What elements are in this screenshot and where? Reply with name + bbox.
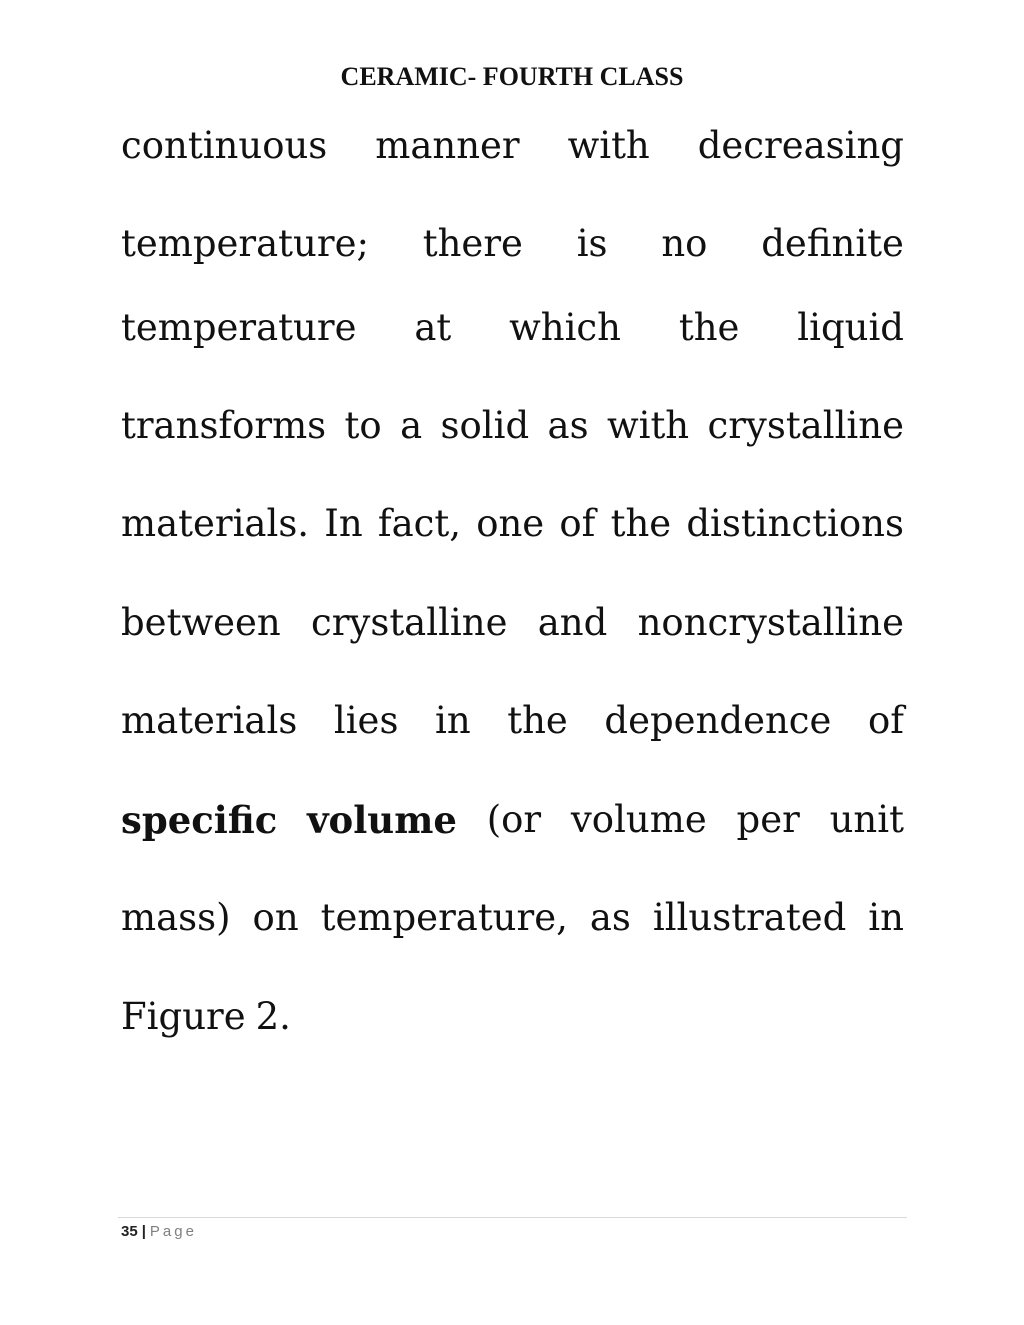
word: noncrystalline [637, 601, 904, 644]
word: crystalline [707, 404, 904, 447]
text-line-9 [121, 893, 904, 943]
bold-word-volume: volume [307, 798, 457, 842]
footer-separator: | [141, 1223, 146, 1240]
word: illustrated [652, 896, 847, 939]
word: the [678, 306, 740, 349]
word: continuous [121, 124, 328, 167]
word: the [610, 502, 672, 545]
page-label: Page [149, 1223, 197, 1240]
word: is [576, 222, 608, 265]
word: per [736, 798, 800, 841]
word: which [509, 306, 621, 349]
word: transforms [121, 404, 327, 447]
word: on [252, 896, 299, 939]
word: with [606, 404, 690, 447]
word: In [324, 502, 363, 545]
text-line-8 [121, 795, 904, 845]
word: there [422, 222, 523, 265]
word: fact, [377, 502, 462, 545]
word: of [559, 502, 596, 545]
page-number: 35 [121, 1223, 138, 1240]
word: no [661, 222, 708, 265]
word: materials [121, 699, 298, 742]
text-line-2 [121, 219, 904, 269]
word: in [868, 896, 904, 939]
word: at [414, 306, 452, 349]
bold-word-specific: specific [121, 798, 278, 842]
word: decreasing [697, 124, 904, 167]
word: 2. [255, 995, 291, 1038]
word: and [537, 601, 608, 644]
word: crystalline [311, 601, 508, 644]
text-line-6 [121, 598, 904, 648]
word: dependence [604, 699, 832, 742]
footer-divider [118, 1217, 907, 1218]
word: solid [440, 404, 530, 447]
word: lies [333, 699, 399, 742]
word: (or [486, 798, 542, 841]
text-line-5 [121, 499, 904, 549]
word: temperature, [320, 896, 568, 939]
word: between [121, 601, 281, 644]
word: temperature; [121, 222, 369, 265]
word: mass) [121, 896, 231, 939]
page-header-title: CERAMIC- FOURTH CLASS [340, 62, 684, 91]
word: as [547, 404, 589, 447]
text-line-3 [121, 303, 904, 353]
word: liquid [797, 306, 904, 349]
word: manner [375, 124, 520, 167]
word: as [589, 896, 631, 939]
word: the [507, 699, 568, 742]
word: one [476, 502, 545, 545]
word: a [400, 404, 423, 447]
word: distinctions [686, 502, 904, 545]
word: unit [829, 798, 904, 841]
word: of [868, 699, 904, 742]
word: definite [761, 222, 904, 265]
text-line-4 [121, 401, 904, 451]
text-line-10 [121, 992, 904, 1042]
page-footer [121, 1222, 197, 1242]
word: with [567, 124, 650, 167]
text-line-7 [121, 696, 904, 746]
word: in [435, 699, 471, 742]
word: materials. [121, 502, 310, 545]
word: to [344, 404, 382, 447]
word: volume [570, 798, 707, 841]
text-line-1 [121, 121, 904, 171]
word: temperature [121, 306, 357, 349]
word: Figure [121, 995, 246, 1038]
